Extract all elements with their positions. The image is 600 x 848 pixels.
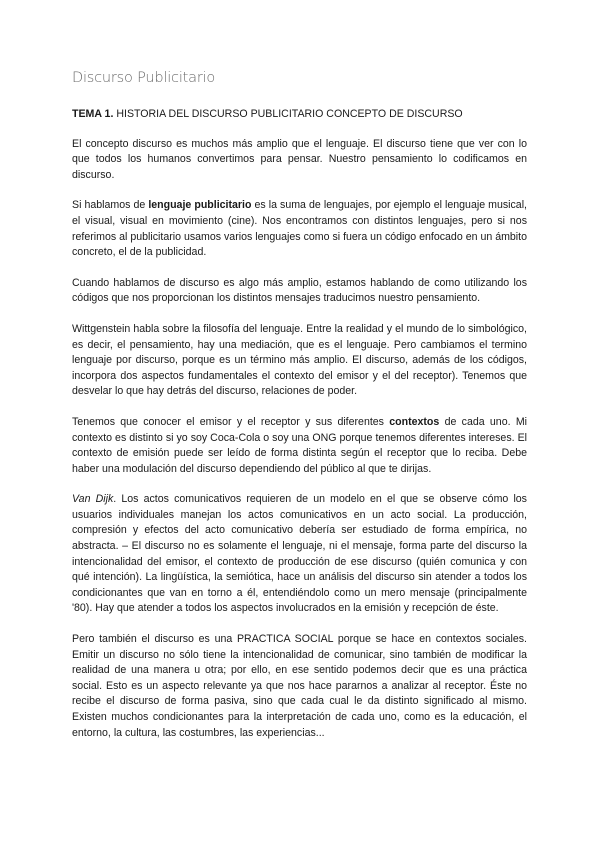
document-title: Discurso Publicitario bbox=[72, 70, 216, 86]
paragraph-5-start: Tenemos que conocer el emisor y el receptor y sus diferentes bbox=[72, 415, 390, 428]
paragraph-6-end: . Los actos comunicativos requieren de un modelo en el que se observe cómo los usuarios individuales manejan los actos comunicativos en un acto social. La producción, compresión y efectos del acto comunicativo debería ser estudiado de forma empírica, no abstracta. – El discurso no es solamente el lenguaje, ni el mensaje, forma parte del discurso la intencionalidad del emisor, el contexto de producción de ese discurso (quién comunica y con qué intención). La lingüística, la semiótica, hace un análisis del discurso sin atender a todos los condicionantes que van en torno a él, entendiéndolo como un mero mensaje (principalmente '80). Hay que atender a todos los aspectos involucrados en la emisión y recepción de éste. bbox=[72, 493, 527, 615]
document-body bbox=[72, 107, 527, 741]
paragraph-6-italic: Van Dijk bbox=[72, 493, 114, 506]
paragraph-5-end: de cada uno. Mi contexto es distinto si yo soy Coca-Cola o soy una ONG porque tenemos diferentes intereses. El contexto de emisión puede ser leído de forma distinta según el receptor que lo reciba. Debe haber una modulación del discurso dependiendo del público al que te dirijas. bbox=[72, 415, 527, 475]
heading-prefix: TEMA 1. bbox=[72, 108, 114, 120]
paragraph-2-end: es la suma de lenguajes, por ejemplo el lenguaje musical, el visual, visual en movimiento (cine). Nos encontramos con distintos lenguajes, pero si nos referimos al publicitario usamos varios lenguajes como si fuera un código enfocado en un ámbito concreto, el de la publicidad. bbox=[72, 199, 527, 259]
section-heading bbox=[72, 107, 527, 123]
paragraph-4: Wittgenstein habla sobre la filosofía del lenguaje. Entre la realidad y el mundo de lo simbológico, es decir, el pensamiento, hay una mediación, que es el lenguaje. Pero cambiamos el termino lenguaje por discurso, porque es un término más amplio. El discurso, además de los códigos, incorpora dos aspectos fundamentales el contexto del emisor y el del receptor). Tenemos que desvelar lo que hay detrás del discurso, relaciones de poder. bbox=[72, 322, 527, 398]
paragraph-6 bbox=[72, 492, 527, 617]
paragraph-2-start: Si hablamos de bbox=[72, 199, 149, 212]
paragraph-7: Pero también el discurso es una PRACTICA SOCIAL porque se hace en contextos sociales. Emitir un discurso no sólo tiene la intencionalidad de comunicar, sino también de modificar la realidad de una manera u otra; por ello, en ese sentido podemos decir que es una práctica social. Esto es un aspecto relevante ya que nos hace pararnos a analizar al receptor. Éste no recibe el discurso de forma pasiva, sino que cada cual le da distinto significado al mismo. Existen muchos condicionantes para la interpretación de cada uno, como es la educación, el entorno, la cultura, las costumbres, las experiencias... bbox=[72, 633, 527, 739]
paragraph-3: Cuando hablamos de discurso es algo más amplio, estamos hablando de como utilizando los códigos que nos proporcionan los distintos mensajes traducimos nuestro pensamiento. bbox=[72, 276, 527, 305]
paragraph-5-bold: contextos bbox=[389, 415, 440, 428]
paragraph-2 bbox=[72, 198, 527, 260]
paragraph-1: El concepto discurso es muchos más amplio que el lenguaje. El discurso tiene que ver con lo que todos los humanos convertimos para pensar. Nuestro pensamiento lo codificamos en discurso. bbox=[72, 137, 527, 181]
paragraph-5 bbox=[72, 415, 527, 477]
paragraph-2-bold: lenguaje publicitario bbox=[148, 199, 252, 212]
heading-text: HISTORIA DEL DISCURSO PUBLICITARIO CONCEPTO DE DISCURSO bbox=[113, 108, 463, 120]
